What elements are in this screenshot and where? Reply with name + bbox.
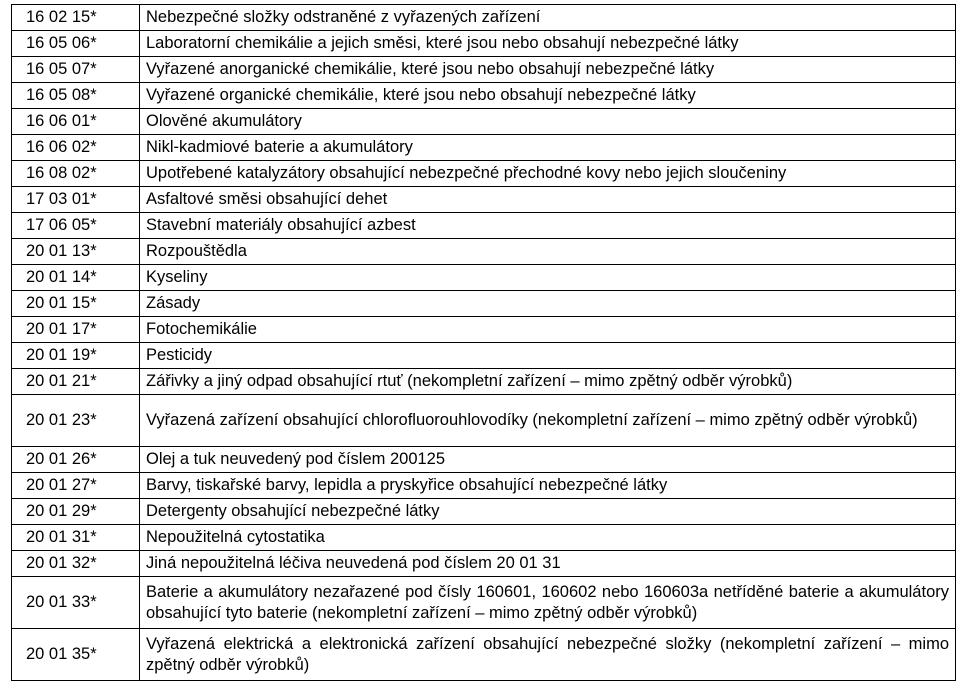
waste-description-cell: Olověné akumulátory [140, 109, 956, 135]
waste-description-cell: Detergenty obsahující nebezpečné látky [140, 499, 956, 525]
table-row [12, 5, 956, 31]
waste-description-cell: Olej a tuk neuvedený pod číslem 200125 [140, 447, 956, 473]
table-row [12, 187, 956, 213]
waste-code-cell: 17 06 05* [12, 213, 140, 239]
table-row [12, 161, 956, 187]
waste-description-cell: Asfaltové směsi obsahující dehet [140, 187, 956, 213]
waste-description-cell: Barvy, tiskařské barvy, lepidla a pryskyřice obsahující nebezpečné látky [140, 473, 956, 499]
waste-description-cell: Zářivky a jiný odpad obsahující rtuť (nekompletní zařízení – mimo zpětný odběr výrobků) [140, 369, 956, 395]
waste-code-cell: 16 02 15* [12, 5, 140, 31]
table-row [12, 239, 956, 265]
table-row [12, 213, 956, 239]
waste-code-cell: 16 06 02* [12, 135, 140, 161]
waste-description-cell: Vyřazená elektrická a elektronická zařízení obsahující nebezpečné složky (nekompletní zařízení – mimo zpětný odběr výrobků) [140, 629, 956, 681]
waste-code-cell: 20 01 26* [12, 447, 140, 473]
hazardous-waste-table-body [12, 5, 956, 681]
waste-description-cell: Vyřazené anorganické chemikálie, které jsou nebo obsahují nebezpečné látky [140, 57, 956, 83]
waste-code-cell: 20 01 13* [12, 239, 140, 265]
waste-code-cell: 16 05 08* [12, 83, 140, 109]
waste-description-cell: Nepoužitelná cytostatika [140, 525, 956, 551]
waste-description-cell: Laboratorní chemikálie a jejich směsi, které jsou nebo obsahují nebezpečné látky [140, 31, 956, 57]
waste-code-cell: 16 06 01* [12, 109, 140, 135]
table-row [12, 31, 956, 57]
table-row [12, 525, 956, 551]
waste-code-cell: 20 01 27* [12, 473, 140, 499]
waste-description-cell: Nikl-kadmiové baterie a akumulátory [140, 135, 956, 161]
waste-code-cell: 16 05 07* [12, 57, 140, 83]
waste-description-cell: Vyřazené organické chemikálie, které jsou nebo obsahují nebezpečné látky [140, 83, 956, 109]
table-row [12, 473, 956, 499]
waste-description-cell: Zásady [140, 291, 956, 317]
table-row [12, 551, 956, 577]
waste-code-cell: 20 01 19* [12, 343, 140, 369]
waste-code-cell: 16 05 06* [12, 31, 140, 57]
waste-description-cell: Nebezpečné složky odstraněné z vyřazených zařízení [140, 5, 956, 31]
waste-description-cell: Stavební materiály obsahující azbest [140, 213, 956, 239]
table-row [12, 629, 956, 681]
table-row [12, 447, 956, 473]
waste-description-cell: Fotochemikálie [140, 317, 956, 343]
waste-description-cell: Rozpouštědla [140, 239, 956, 265]
table-row [12, 369, 956, 395]
waste-description-cell: Pesticidy [140, 343, 956, 369]
table-row [12, 265, 956, 291]
waste-code-cell: 20 01 15* [12, 291, 140, 317]
waste-code-cell: 20 01 23* [12, 395, 140, 447]
waste-code-cell: 20 01 21* [12, 369, 140, 395]
table-row [12, 343, 956, 369]
table-row [12, 499, 956, 525]
waste-description-cell: Kyseliny [140, 265, 956, 291]
waste-code-cell: 20 01 35* [12, 629, 140, 681]
table-row [12, 83, 956, 109]
waste-code-cell: 20 01 29* [12, 499, 140, 525]
waste-code-cell: 17 03 01* [12, 187, 140, 213]
waste-description-cell: Upotřebené katalyzátory obsahující nebezpečné přechodné kovy nebo jejich sloučeniny [140, 161, 956, 187]
table-row [12, 395, 956, 447]
waste-code-cell: 20 01 31* [12, 525, 140, 551]
table-row [12, 57, 956, 83]
waste-description-cell: Baterie a akumulátory nezařazené pod čísly 160601, 160602 nebo 160603a netříděné baterie a akumulátory obsahující tyto baterie (nekompletní zařízení – mimo zpětný odběr výrobků) [140, 577, 956, 629]
table-row [12, 577, 956, 629]
waste-code-cell: 20 01 17* [12, 317, 140, 343]
waste-code-cell: 16 08 02* [12, 161, 140, 187]
table-row [12, 317, 956, 343]
table-row [12, 291, 956, 317]
waste-description-cell: Jiná nepoužitelná léčiva neuvedená pod číslem 20 01 31 [140, 551, 956, 577]
table-row [12, 109, 956, 135]
waste-description-cell: Vyřazená zařízení obsahující chlorofluorouhlovodíky (nekompletní zařízení – mimo zpětný odběr výrobků) [140, 395, 956, 447]
waste-code-cell: 20 01 33* [12, 577, 140, 629]
waste-code-cell: 20 01 14* [12, 265, 140, 291]
hazardous-waste-table [11, 4, 956, 681]
waste-code-cell: 20 01 32* [12, 551, 140, 577]
table-row [12, 135, 956, 161]
